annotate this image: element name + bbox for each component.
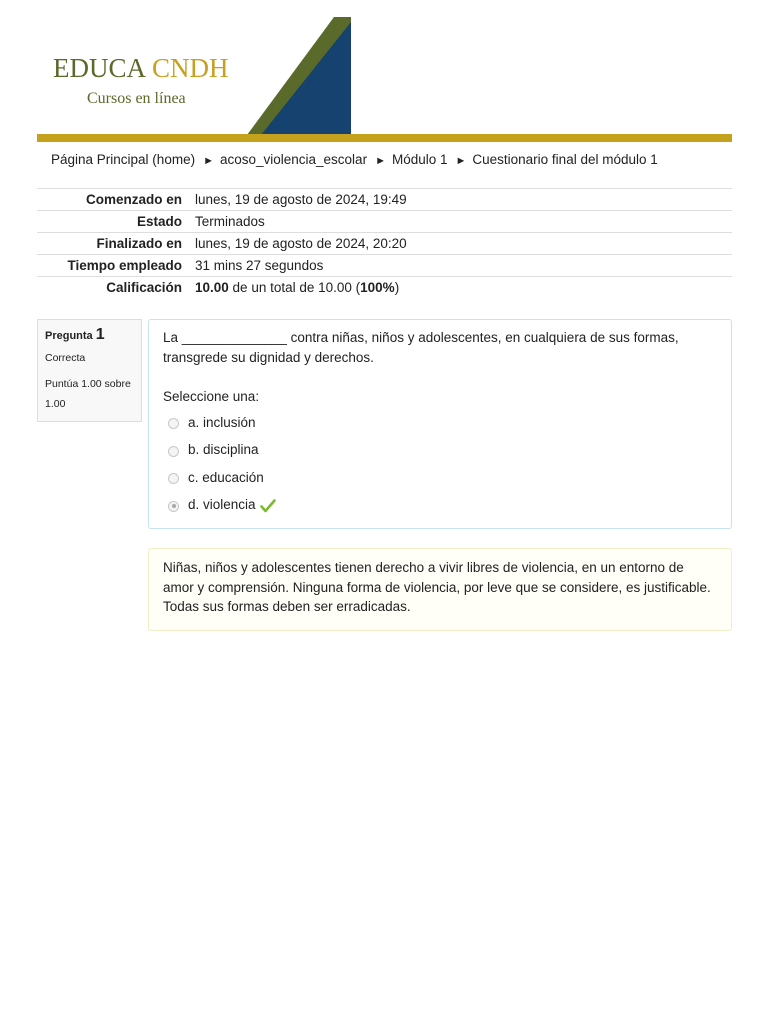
logo-triangle-icon (247, 17, 351, 135)
summary-row-grade (37, 277, 732, 299)
breadcrumb-quiz[interactable]: Cuestionario final del módulo 1 (472, 152, 658, 167)
breadcrumb-separator-icon: ► (375, 155, 386, 167)
question-label: Pregunta (45, 330, 93, 342)
brand-educa: EDUCA (53, 53, 146, 83)
answer-label: b. disciplina (188, 442, 259, 457)
summary-row-time (37, 255, 732, 277)
question-num: 1 (95, 326, 105, 343)
general-feedback (148, 548, 732, 631)
radio-b[interactable] (168, 446, 179, 457)
question-grade: Puntúa 1.00 sobre 1.00 (45, 378, 131, 410)
summary-label: Finalizado en (37, 233, 195, 255)
question-text: La ______________ contra niñas, niños y adolescentes, en cualquiera de sus formas, transgrede su dignidad y derechos. (163, 330, 679, 365)
answer-label: d. violencia (188, 497, 256, 512)
summary-value: 31 mins 27 segundos (195, 255, 732, 277)
site-header (37, 0, 732, 142)
summary-label: Tiempo empleado (37, 255, 195, 277)
grade-score: 10.00 (195, 280, 229, 295)
summary-label: Comenzado en (37, 189, 195, 211)
checkmark-icon (260, 499, 276, 513)
answer-option-d[interactable] (163, 491, 717, 519)
question-number (45, 326, 134, 344)
answer-option-b[interactable] (163, 436, 717, 464)
summary-value: lunes, 19 de agosto de 2024, 20:20 (195, 233, 732, 255)
question-info (37, 319, 142, 422)
radio-c[interactable] (168, 473, 179, 484)
breadcrumb-home[interactable]: Página Principal (home) (51, 152, 196, 167)
answer-option-a[interactable] (163, 409, 717, 437)
radio-d[interactable] (168, 501, 179, 512)
summary-row-state (37, 211, 732, 233)
breadcrumb (51, 151, 658, 170)
answer-label: c. educación (188, 469, 264, 485)
summary-row-finished (37, 233, 732, 255)
summary-label: Calificación (37, 277, 195, 299)
breadcrumb-separator-icon: ► (455, 155, 467, 167)
answer-list (163, 409, 717, 519)
answer-option-c[interactable] (163, 464, 717, 492)
grade-middle: de un total de 10.00 ( (228, 280, 361, 295)
attempt-summary-table (37, 188, 732, 298)
question-prompt: Seleccione una: (163, 389, 260, 404)
header-divider-bar (37, 134, 732, 142)
brand-cndh: CNDH (152, 53, 229, 83)
brand-subtitle: Cursos en línea (87, 90, 186, 107)
summary-value: lunes, 19 de agosto de 2024, 19:49 (195, 189, 732, 211)
summary-value: Terminados (195, 211, 732, 233)
breadcrumb-course[interactable]: acoso_violencia_escolar (219, 152, 368, 167)
feedback-text: Niñas, niños y adolescentes tienen derecho a vivir libres de violencia, en un entorno de amor y comprensión. Ninguna forma de violencia, por leve que se considere, es justificable. Todas sus formas deben ser erradicadas. (163, 560, 711, 614)
answer-label: a. inclusión (188, 414, 256, 430)
brand-logo-text[interactable] (53, 52, 229, 84)
question-state: Correcta (45, 352, 86, 364)
grade-percent: 100% (360, 280, 395, 295)
radio-a[interactable] (168, 418, 179, 429)
summary-grade-value (195, 277, 732, 299)
question-content (148, 319, 732, 529)
grade-end: ) (394, 280, 400, 295)
breadcrumb-module[interactable]: Módulo 1 (391, 152, 448, 167)
summary-label: Estado (37, 211, 195, 233)
breadcrumb-separator-icon: ► (203, 155, 214, 167)
summary-row-started (37, 189, 732, 211)
